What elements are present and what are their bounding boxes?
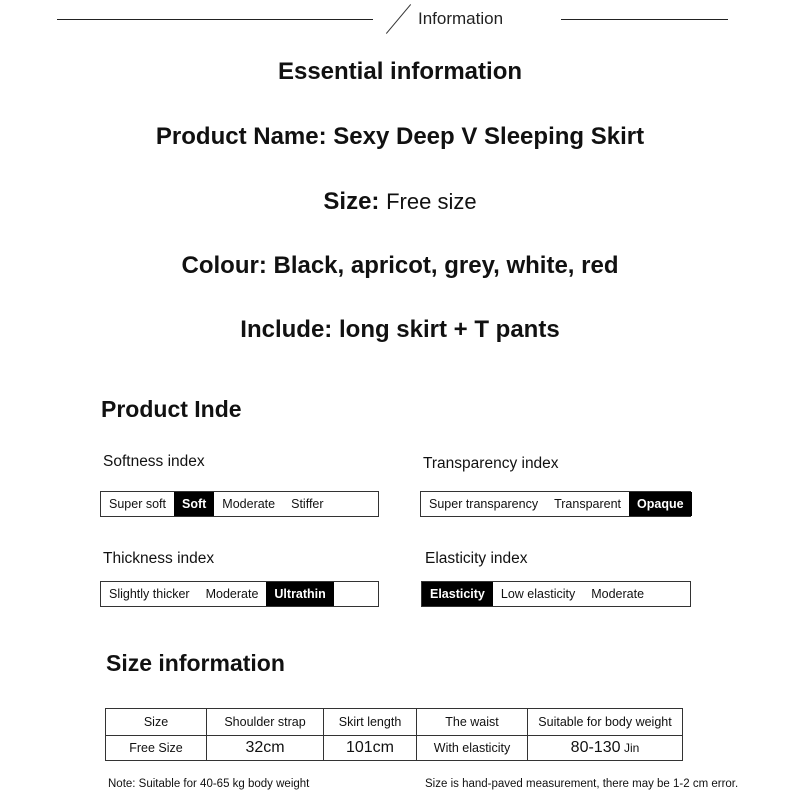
thickness-option-moderate: Moderate xyxy=(205,587,259,601)
softness-index-bar xyxy=(100,491,379,517)
header-skirt-length: Skirt length xyxy=(324,709,417,736)
table-row xyxy=(106,736,683,761)
header-body-weight: Suitable for body weight xyxy=(528,709,683,736)
cell-skirt-length: 101cm xyxy=(324,736,417,761)
product-name-label: Product Name: xyxy=(155,123,327,150)
elasticity-option-low-elasticity: Low elasticity xyxy=(500,587,576,601)
note-left: Note: Suitable for 40-65 kg body weight xyxy=(108,778,310,790)
thickness-option-slightly-thicker: Slightly thicker xyxy=(109,587,190,601)
header-rule-left xyxy=(57,19,373,20)
softness-option-moderate: Moderate xyxy=(222,497,276,511)
transparency-option-transparent: Transparent xyxy=(554,497,622,511)
thickness-index-bar xyxy=(100,581,379,607)
essential-title: Essential information xyxy=(277,58,523,85)
weight-unit: Jin xyxy=(623,741,640,755)
size-info-title: Size information xyxy=(106,650,285,676)
header-shoulder-strap: Shoulder strap xyxy=(207,709,324,736)
cell-shoulder-strap: 32cm xyxy=(207,736,324,761)
include-label: Include: xyxy=(240,316,333,343)
header-label: Information xyxy=(418,9,504,28)
include-value: long skirt + T pants xyxy=(338,316,560,343)
elasticity-option-moderate: Moderate xyxy=(591,587,645,601)
cell-size: Free Size xyxy=(106,736,207,761)
thickness-label: Thickness index xyxy=(103,550,215,567)
header-size: Size xyxy=(106,709,207,736)
size-value: Free size xyxy=(386,189,477,214)
transparency-label: Transparency index xyxy=(423,455,559,472)
product-name-line xyxy=(0,123,800,151)
size-line xyxy=(0,188,800,216)
cell-waist: With elasticity xyxy=(417,736,528,761)
softness-option-soft: Soft xyxy=(174,492,214,516)
header-waist: The waist xyxy=(417,709,528,736)
weight-value: 80-130 xyxy=(570,739,621,756)
product-name-value: Sexy Deep V Sleeping Skirt xyxy=(333,123,645,150)
header-slash xyxy=(386,4,411,34)
size-table xyxy=(105,708,683,761)
transparency-option-opaque: Opaque xyxy=(629,492,692,516)
elasticity-label: Elasticity index xyxy=(425,550,528,567)
transparency-option-super-transparency: Super transparency xyxy=(429,497,539,511)
header-rule-right xyxy=(561,19,728,20)
cell-body-weight xyxy=(528,736,683,761)
softness-option-super-soft: Super soft xyxy=(109,497,166,511)
thickness-option-ultrathin: Ultrathin xyxy=(266,582,333,606)
size-label: Size: xyxy=(323,188,380,215)
transparency-index-bar xyxy=(420,491,691,517)
note-right: Size is hand-paved measurement, there may be 1-2 cm error. xyxy=(425,778,739,790)
softness-label: Softness index xyxy=(103,453,205,470)
colour-value: Black, apricot, grey, white, red xyxy=(273,252,619,279)
elasticity-index-bar xyxy=(421,581,691,607)
softness-option-stiffer: Stiffer xyxy=(291,497,324,511)
colour-line xyxy=(0,252,800,280)
size-table-header-row xyxy=(106,709,683,736)
product-index-title: Product Inde xyxy=(101,396,242,422)
include-line xyxy=(0,316,800,344)
colour-label: Colour: xyxy=(181,252,267,279)
elasticity-option-elasticity: Elasticity xyxy=(422,582,493,606)
